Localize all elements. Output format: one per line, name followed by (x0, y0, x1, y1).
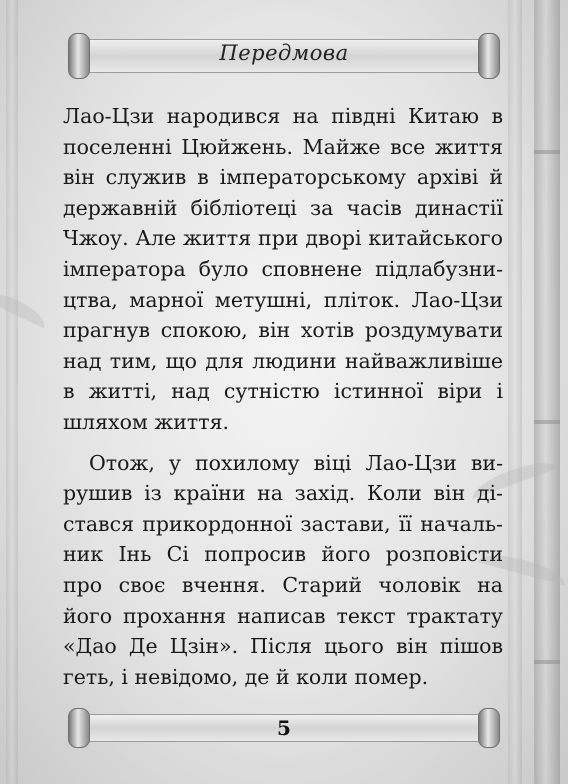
text-line: в житті, над сутністю істинної віри і (63, 379, 503, 404)
text-line: поселенні Цюйжень. Майже все життя (63, 134, 503, 159)
text-line: геть, і невідомо, де й коли помер. (63, 664, 429, 689)
text-line: державній бібліотеці за часів династії (63, 195, 503, 220)
bamboo-node (534, 660, 560, 664)
bamboo-node (534, 420, 560, 424)
bamboo-stalk-right (534, 0, 560, 784)
text-line: шляхом життя. (63, 409, 230, 434)
page-number: 5 (277, 716, 291, 740)
text-line: Лао-Цзи народився на півдні Китаю в (63, 104, 503, 128)
paragraph-gap (63, 438, 503, 448)
bamboo-stalk-right-thin (508, 0, 522, 784)
text-line: прагнув спокою, він хотів роздумувати (63, 318, 503, 343)
text-line: Чжоу. Але життя при дворі китайського (63, 226, 503, 251)
text-line: Отож, у похилому віці Лао-Цзи ви- (89, 450, 503, 475)
text-line: над тим, що для людини найважливіше (63, 348, 503, 373)
text-line: про своє вчення. Старий чоловік на (63, 572, 503, 597)
footer-scroll-banner (68, 708, 500, 748)
text-line: ник Інь Сі попросив його розповісти (63, 542, 503, 567)
paragraph-2 (63, 448, 503, 693)
text-line: стався прикордонної застави, її началь- (63, 511, 503, 536)
text-line: «Дао Де Цзін». Після цього він пішов (63, 634, 503, 659)
bamboo-node (534, 150, 560, 154)
text-line: цтва, марної метушні, пліток. Лао-Цзи (63, 287, 503, 312)
text-line: він служив в імператорському архіві й (63, 165, 503, 190)
page-title: Передмова (219, 41, 349, 65)
paragraph-1 (63, 101, 503, 438)
bamboo-stalk-left (6, 0, 18, 784)
text-line: імператора було сповнене підлабузни- (63, 256, 503, 281)
text-line: рушив із країни на захід. Коли він ді- (63, 481, 503, 506)
text-line: його прохання написав текст трактату (63, 603, 503, 628)
header-scroll-banner (68, 33, 500, 79)
body-text (63, 101, 503, 692)
